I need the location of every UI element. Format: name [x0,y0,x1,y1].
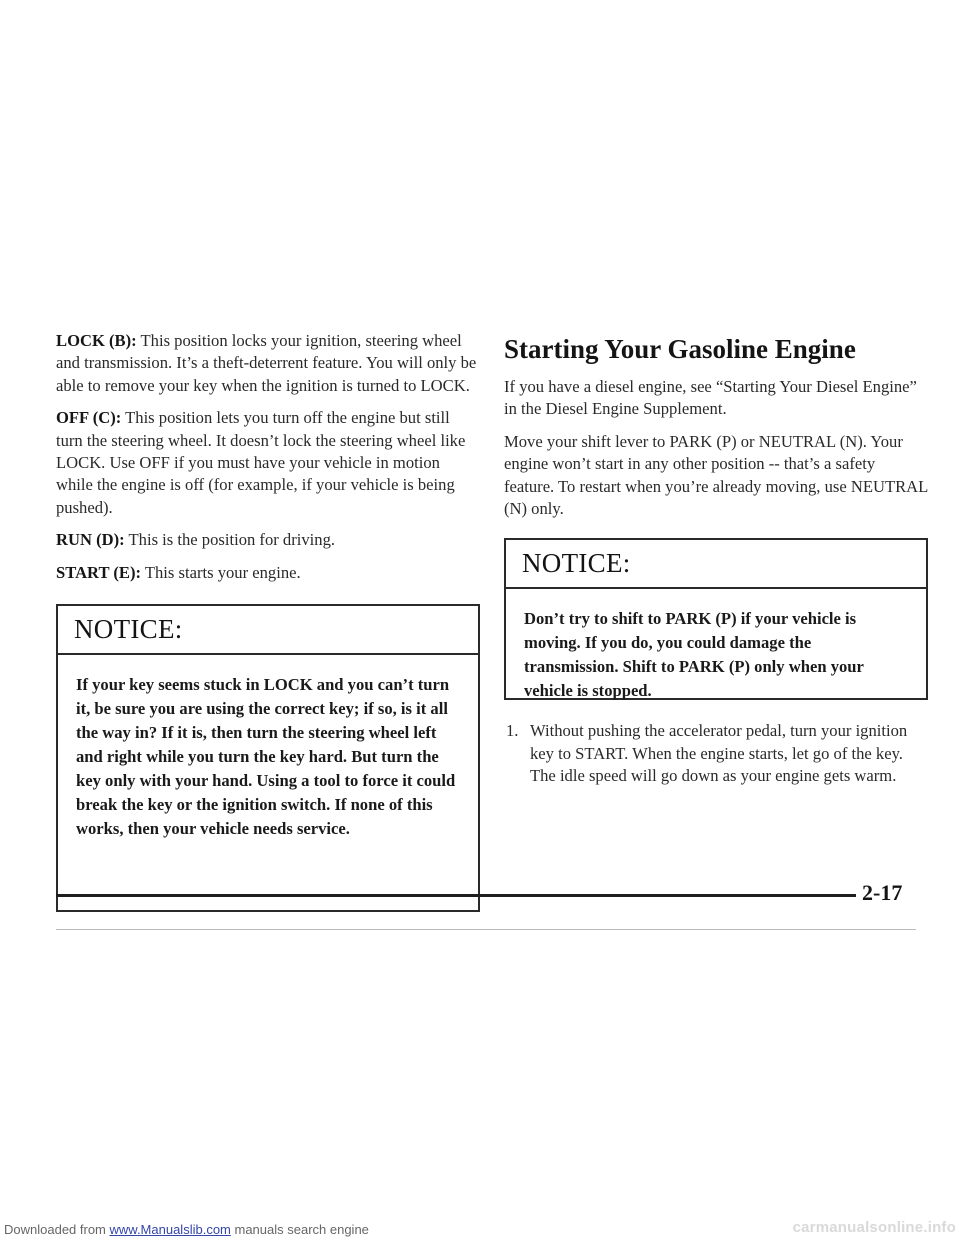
right-column [504,330,928,788]
off-position-paragraph [56,407,478,519]
step-text: Without pushing the accelerator pedal, turn your ignition key to START. When the engine starts, let go of the key. The idle speed will go down as your engine gets warm. [530,721,908,786]
key-stuck-notice-box [56,604,480,912]
footer-thin-rule [56,929,916,930]
section-heading: Starting Your Gasoline Engine [504,334,856,364]
lock-description: This position locks your ignition, steering wheel and transmission. It’s a theft-deterrent feature. You will only be able to remove your key when the ignition is turned to LOCK. [56,331,477,395]
start-position-paragraph [56,562,478,584]
step-number: 1. [506,721,519,741]
notice-header [506,540,926,589]
footer-rule [56,894,856,897]
notice-header [58,606,478,655]
lock-position-paragraph [56,330,478,397]
notice-title: NOTICE: [74,614,183,645]
off-term: OFF (C): [56,408,122,428]
download-suffix: manuals search engine [230,1222,369,1237]
notice-body: If your key seems stuck in LOCK and you can’t turn it, be sure you are using the correct key; if so, is it all the way in? If it is, then turn the steering wheel left and right while you turn the key hard. But turn the key only with your hand. Using a tool to force it could break the key or the ignition switch. If none of this works, then your vehicle needs service. [76,675,456,839]
manualslib-link[interactable]: www.Manualslib.com [109,1222,231,1237]
download-note [4,1222,369,1237]
download-footer [0,1219,960,1239]
left-column [56,330,478,912]
run-description: This is the position for driving. [124,530,336,550]
notice-title: NOTICE: [522,548,631,579]
run-term: RUN (D): [56,530,125,550]
run-position-paragraph [56,529,478,551]
page-number: 2-17 [862,880,903,905]
lock-term: LOCK (B): [56,331,137,350]
download-prefix: Downloaded from [4,1222,110,1237]
step-item [504,720,928,787]
watermark: carmanualsonline.info [792,1219,956,1236]
start-description: This starts your engine. [141,562,301,582]
notice-body: Don’t try to shift to PARK (P) if your vehicle is moving. If you do, you could damage the transmission. Shift to PARK (P) only when your vehicle is stopped. [524,609,864,701]
park-notice-box [504,538,928,700]
start-term: START (E): [56,562,142,582]
off-description: This position lets you turn off the engine but still turn the steering wheel. It doesn’t lock the steering wheel like LOCK. Use OFF if you must have your vehicle in motion while the engine is off (for example, if your vehicle is being pushed). [56,408,466,517]
diesel-paragraph: If you have a diesel engine, see “Starting Your Diesel Engine” in the Diesel Engine Supplement. [504,377,917,419]
shift-lever-paragraph: Move your shift lever to PARK (P) or NEUTRAL (N). Your engine won’t start in any other position -- that’s a safety feature. To restart when you’re already moving, use NEUTRAL (N) only. [504,431,928,519]
